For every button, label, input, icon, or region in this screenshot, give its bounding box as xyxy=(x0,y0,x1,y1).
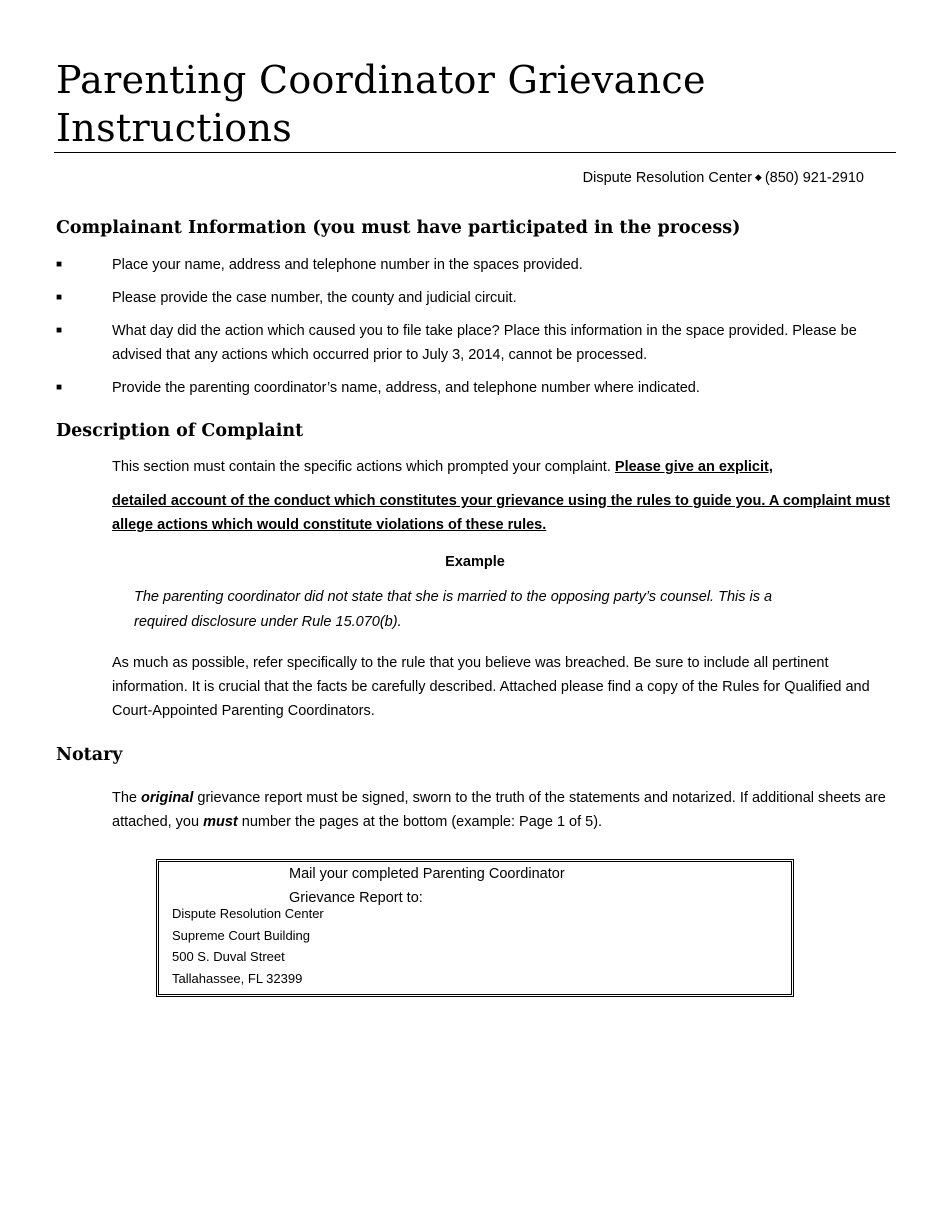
page-title xyxy=(56,56,756,152)
list-item xyxy=(56,253,896,277)
title-line-1: Parenting Coordinator Grievance xyxy=(56,58,706,102)
list-item xyxy=(56,376,896,400)
org-name: Dispute Resolution Center xyxy=(582,170,752,186)
notary-heading: Notary xyxy=(56,745,123,765)
address-line: Supreme Court Building xyxy=(172,928,311,943)
description-heading: Description of Complaint xyxy=(56,421,304,441)
title-divider xyxy=(54,152,896,153)
address-line: Tallahassee, FL 32399 xyxy=(172,971,303,986)
contact-line xyxy=(583,170,864,186)
bullet-icon: ■ xyxy=(56,382,63,393)
mail-address-box xyxy=(156,859,794,997)
list-item-text: What day did the action which caused you to file take place? Place this information in the space provided. Please be advised that any actions which occurred prior to July 3, 2014, cannot be processed. xyxy=(112,323,857,363)
description-intro xyxy=(112,455,896,479)
list-item xyxy=(56,286,896,310)
description-emphasis: detailed account of the conduct which constitutes your grievance using the rules to guide you. A complaint must allege actions which would constitute violations of these rules. xyxy=(112,493,890,533)
list-item xyxy=(56,319,896,367)
notary-text-3: number the pages at the bottom (example: Page 1 of 5). xyxy=(237,814,603,830)
notary-text-1: The xyxy=(112,790,142,806)
notary-emphasis-must: must xyxy=(203,814,238,830)
bullet-icon: ■ xyxy=(56,259,63,270)
org-phone: (850) 921-2910 xyxy=(764,170,864,186)
address-line: Dispute Resolution Center xyxy=(172,906,324,921)
mail-heading-line-2: Grievance Report to: xyxy=(289,890,423,906)
list-item-text: Place your name, address and telephone number in the spaces provided. xyxy=(112,257,583,273)
address-line: 500 S. Duval Street xyxy=(172,949,285,964)
intro-emphasis: Please give an explicit, xyxy=(614,459,773,475)
bullet-icon: ■ xyxy=(56,325,63,336)
title-line-2: Instructions xyxy=(56,106,293,150)
mail-heading xyxy=(289,862,649,910)
mail-heading-line-1: Mail your completed Parenting Coordinator xyxy=(289,866,565,882)
list-item-text: Please provide the case number, the county and judicial circuit. xyxy=(112,290,517,306)
example-text: The parenting coordinator did not state that she is married to the opposing party’s counsel. This is a required disclosure under Rule 15.070(b). xyxy=(134,589,773,630)
complainant-heading: Complainant Information (you must have participated in the process) xyxy=(56,218,741,238)
example-heading: Example xyxy=(445,554,505,570)
notary-text-2: grievance report must be signed, sworn to the truth of the statements and notarized. If additional sheets are attached, you xyxy=(112,790,886,830)
intro-text: This section must contain the specific actions which prompted your complaint. xyxy=(112,459,615,475)
list-item-text: Provide the parenting coordinator’s name, address, and telephone number where indicated. xyxy=(112,380,700,396)
bullet-icon: ■ xyxy=(56,292,63,303)
notary-emphasis-original: original xyxy=(141,790,194,806)
diamond-icon: ◆ xyxy=(754,172,762,182)
description-closing: As much as possible, refer specifically to the rule that you believe was breached. Be sure to include all pertinent information. It is crucial that the facts be carefully described. Attached please find a copy of the Rules for Qualified and Court-Appointed Parenting Coordinators. xyxy=(112,655,870,719)
notary-paragraph xyxy=(112,786,896,834)
